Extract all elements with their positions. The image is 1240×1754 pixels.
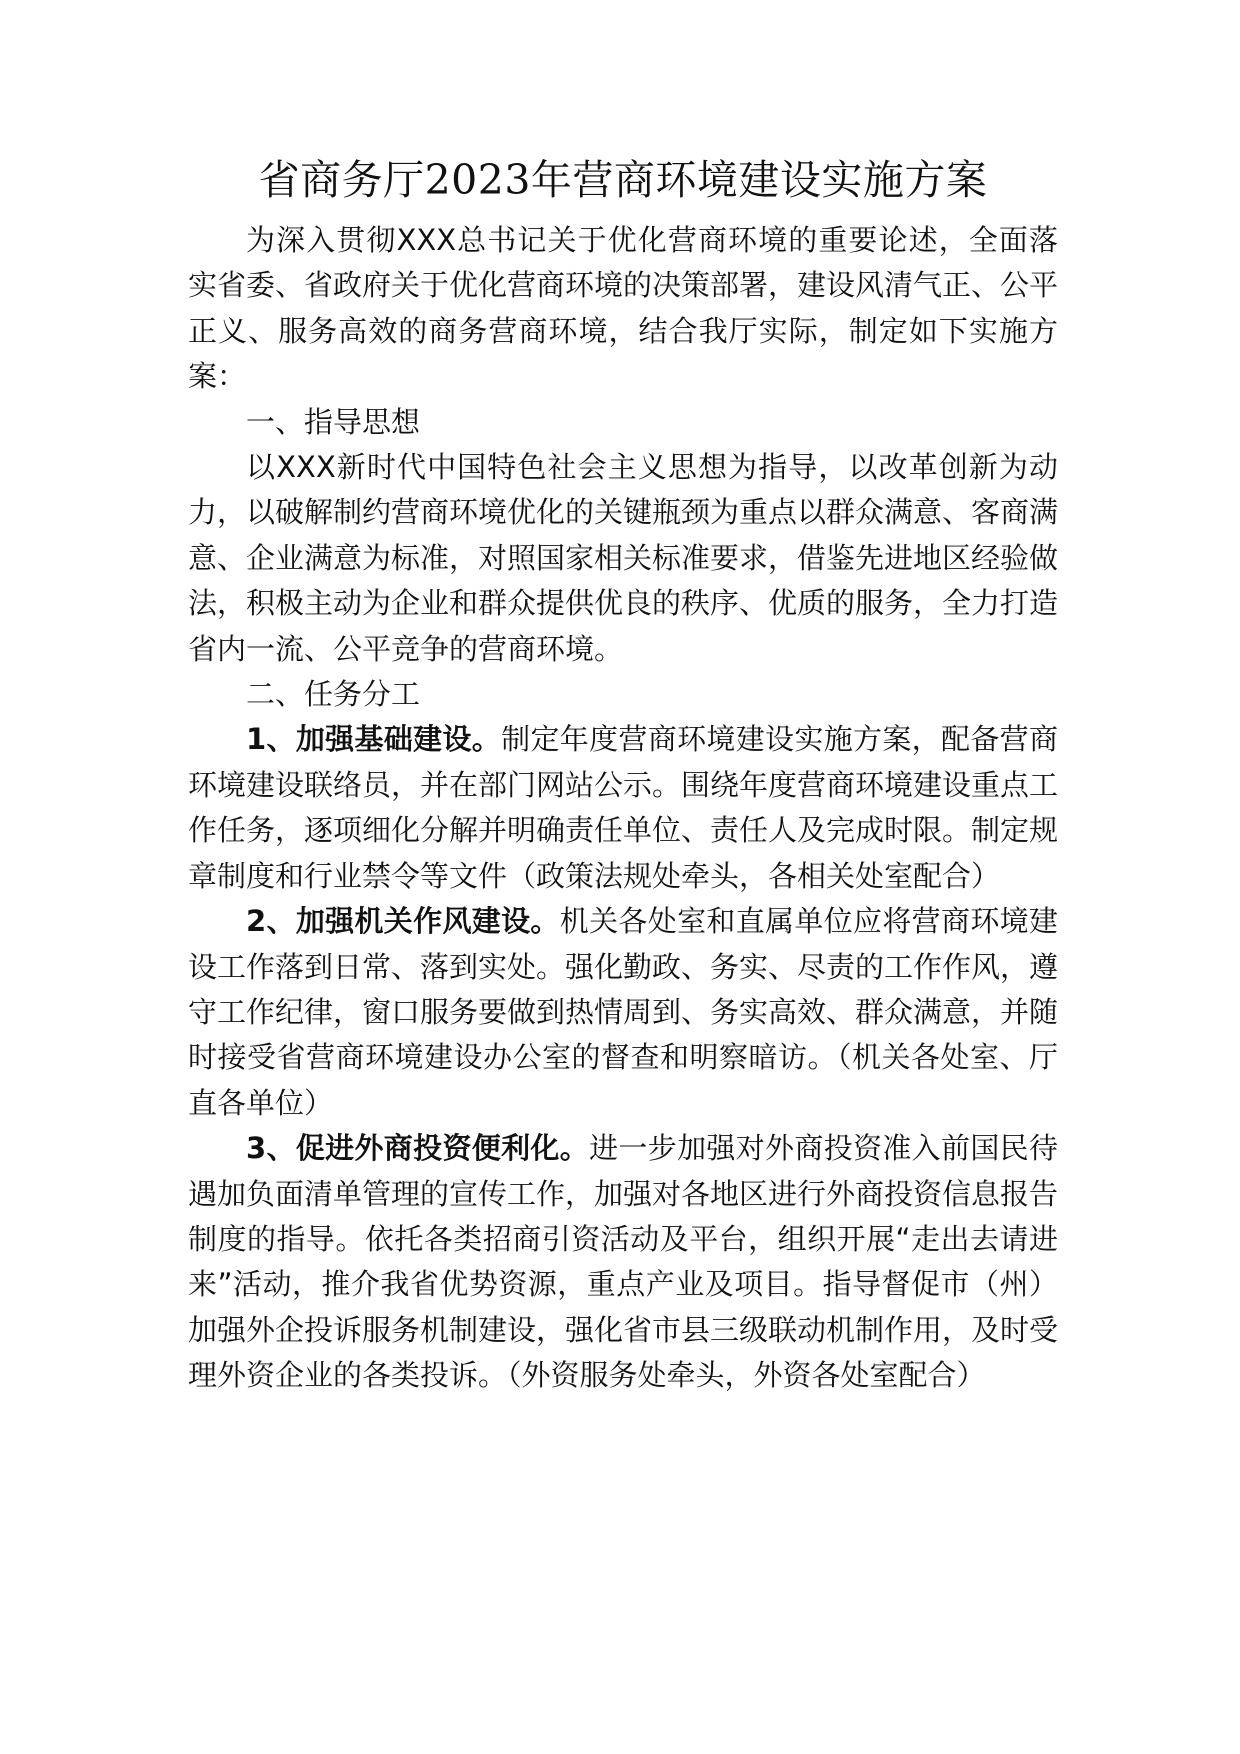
task-item-lead: 3、促进外商投资便利化。 xyxy=(246,1131,590,1166)
task-item-lead: 2、加强机关作风建设。 xyxy=(246,904,560,939)
document-title: 省商务厅2023年营商环境建设实施方案 xyxy=(258,156,988,204)
task-item-basic-construction xyxy=(188,717,1058,899)
task-item-body: 机关各处室和直属单位应将营商环境建设工作落到日常、落到实处。强化勤政、务实、尽责的工作作风，遵守工作纪律，窗口服务要做到热情周到、务实高效、群众满意，并随时接受省营商环境建设办公室的督查和明察暗访。（机关各处室、厅直各单位） xyxy=(188,904,1059,1120)
guiding-ideology-paragraph: 以XXX新时代中国特色社会主义思想为指导，以改革创新为动力，以破解制约营商环境优化的关键瓶颈为重点以群众满意、客商满意、企业满意为标准，对照国家相关标准要求，借鉴先进地区经验做法，积极主动为企业和群众提供优良的秩序、优质的服务，全力打造省内一流、公平竞争的营商环境。 xyxy=(188,450,1059,666)
task-item-work-style xyxy=(188,899,1058,1126)
document-page xyxy=(188,150,1058,1399)
section-heading-task-division: 二、任务分工 xyxy=(246,677,421,712)
task-item-body: 进一步加强对外商投资准入前国民待遇加负面清单管理的宣传工作，加强对各地区进行外商投资信息报告制度的指导。依托各类招商引资活动及平台，组织开展“走出去请进来”活动，推介我省优势资源，重点产业及项目。指导督促市（州）加强外企投诉服务机制建设，强化省市县三级联动机制作用，及时受理外资企业的各类投诉。（外资服务处牵头，外资各处室配合） xyxy=(188,1131,1059,1393)
task-item-lead: 1、加强基础建设。 xyxy=(246,722,502,757)
task-item-foreign-investment xyxy=(188,1126,1058,1398)
section-heading-guiding-ideology: 一、指导思想 xyxy=(246,404,421,439)
intro-paragraph: 为深入贯彻XXX总书记关于优化营商环境的重要论述，全面落实省委、省政府关于优化营商环境的决策部署，建设风清气正、公平正义、服务高效的商务营商环境，结合我厅实际，制定如下实施方案： xyxy=(188,223,1059,394)
task-item-body: 制定年度营商环境建设实施方案，配备营商环境建设联络员，并在部门网站公示。围绕年度营商环境建设重点工作任务，逐项细化分解并明确责任单位、责任人及完成时限。制定规章制度和行业禁令等文件（政策法规处牵头，各相关处室配合） xyxy=(188,722,1059,893)
